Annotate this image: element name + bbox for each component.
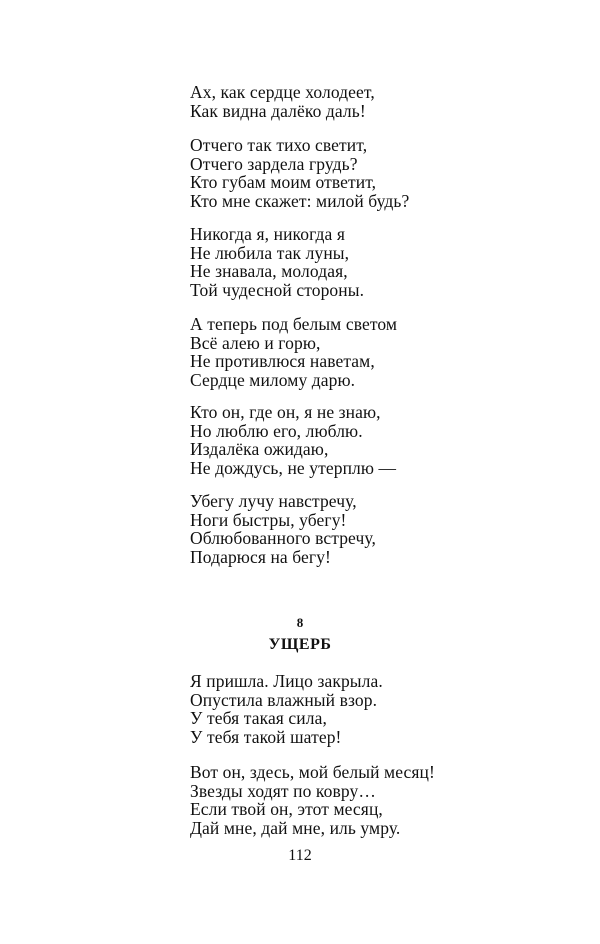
poem-line: Не любила так луны, — [190, 242, 350, 263]
poem-line: Всё алею и горю, — [190, 332, 321, 353]
poem-line: Кто он, где он, я не знаю, — [190, 402, 381, 422]
poem-line: Облюбованного встречу, — [190, 528, 376, 548]
poem-line: Вот он, здесь, мой белый месяц! — [190, 762, 435, 782]
poem-line: Дай мне, дай мне, иль умру. — [190, 817, 401, 838]
section-number: 8 — [296, 615, 304, 630]
stanza-7 — [190, 672, 383, 746]
poem-line: Кто мне скажет: милой будь? — [190, 190, 410, 211]
poem-line: Но люблю его, люблю. — [190, 420, 363, 441]
poem-line: Кто губам моим ответит, — [190, 172, 377, 192]
poem-line: Ноги быстры, убегу! — [190, 509, 347, 530]
poem-line: Издалёка ожидаю, — [190, 439, 329, 459]
poem-line: Не противлюся наветам, — [190, 351, 375, 371]
poem-line: Отчего зардела грудь? — [190, 153, 358, 174]
poem-line: Убегу лучу навстречу, — [190, 491, 357, 511]
poem-line: А теперь под белым светом — [190, 314, 398, 334]
poem-line: Отчего так тихо светит, — [190, 135, 368, 155]
poem-line: Ах, как сердце холодеет, — [190, 82, 375, 102]
poem-line: Не знавала, молодая, — [190, 261, 348, 281]
poem-line: Звезды ходят по ковру… — [190, 780, 376, 801]
stanza-5 — [190, 403, 396, 477]
stanza-4 — [190, 315, 397, 389]
page-number: 112 — [288, 847, 312, 864]
stanza-2 — [190, 136, 409, 210]
poem-line: Той чудесной стороны. — [190, 279, 365, 300]
section-title: УЩЕРБ — [268, 636, 332, 653]
poem-line: Сердце милому дарю. — [190, 369, 356, 390]
poem-line: Опустила влажный взор. — [190, 689, 378, 710]
poem-line: Подарюся на бегу! — [190, 546, 331, 567]
stanza-3 — [190, 225, 364, 299]
poem-line: У тебя такой шатер! — [190, 726, 342, 747]
poem-line: У тебя такая сила, — [190, 708, 327, 728]
poem-line: Никогда я, никогда я — [190, 224, 346, 244]
poem-line: Как видна далёко даль! — [190, 100, 366, 121]
stanza-8 — [190, 763, 435, 837]
stanza-1 — [190, 83, 375, 120]
poem-line: Если твой он, этот месяц, — [190, 799, 383, 819]
poem-line: Я пришла. Лицо закрыла. — [190, 671, 383, 691]
poem-line: Не дождусь, не утерплю — — [190, 457, 397, 478]
stanza-6 — [190, 492, 376, 566]
